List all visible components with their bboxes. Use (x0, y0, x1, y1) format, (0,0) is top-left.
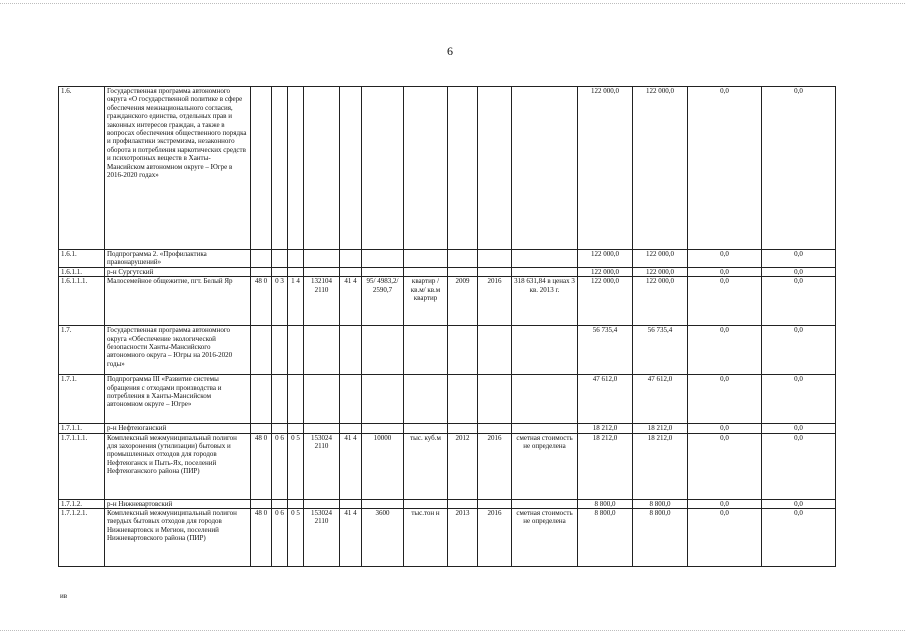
row-code: 1.7.1.1. (59, 424, 105, 433)
year-start: 2013 (448, 509, 478, 567)
capacity-value (362, 267, 404, 276)
total-amount: 47 612,0 (578, 375, 633, 424)
year-start (448, 267, 478, 276)
code-subsection-a: 0 6 (272, 433, 288, 499)
year-end (478, 267, 512, 276)
code-section (251, 499, 272, 508)
row-name: р-н Нижневартовский (105, 499, 251, 508)
code-expense-type: 41 4 (340, 509, 362, 567)
capacity-unit: квартир / кв.м/ кв.м квартир (404, 277, 448, 326)
total-amount: 122 000,0 (578, 277, 633, 326)
amount-year-2: 0,0 (688, 509, 762, 567)
total-amount: 56 735,4 (578, 326, 633, 375)
row-name: р-н Сургутский (105, 267, 251, 276)
code-section (251, 424, 272, 433)
total-amount: 122 000,0 (578, 267, 633, 276)
estimated-cost: сметная стоимость не определена (512, 509, 578, 567)
code-section (251, 375, 272, 424)
amount-year-2: 0,0 (688, 499, 762, 508)
table-row (59, 499, 836, 508)
table-row (59, 509, 836, 567)
scan-edge-bottom (0, 630, 905, 632)
row-name: Комплексный межмуниципальный полигон твердых бытовых отходов для городов Нижневартовск и Мегион, поселений Нижневартовского района (ПИР) (105, 509, 251, 567)
amount-year-1: 122 000,0 (633, 250, 688, 268)
capacity-unit (404, 267, 448, 276)
code-section: 48 0 (251, 509, 272, 567)
code-section: 48 0 (251, 433, 272, 499)
capacity-value: 3600 (362, 509, 404, 567)
year-start (448, 375, 478, 424)
amount-year-3: 0,0 (762, 424, 836, 433)
capacity-value (362, 375, 404, 424)
code-expense-type: 41 4 (340, 277, 362, 326)
code-target (304, 87, 340, 250)
row-code: 1.6.1.1. (59, 267, 105, 276)
capacity-unit (404, 250, 448, 268)
row-code: 1.7.1.2.1. (59, 509, 105, 567)
amount-year-3: 0,0 (762, 433, 836, 499)
capacity-value: 10000 (362, 433, 404, 499)
code-subsection-b (288, 375, 304, 424)
year-end: 2016 (478, 433, 512, 499)
capacity-value: 95/ 4983,2/ 2590,7 (362, 277, 404, 326)
total-amount: 8 800,0 (578, 499, 633, 508)
total-amount: 122 000,0 (578, 250, 633, 268)
code-subsection-b (288, 499, 304, 508)
code-expense-type: 41 4 (340, 433, 362, 499)
capacity-unit (404, 424, 448, 433)
code-section (251, 87, 272, 250)
total-amount: 18 212,0 (578, 424, 633, 433)
year-end (478, 87, 512, 250)
capacity-unit (404, 375, 448, 424)
year-end (478, 375, 512, 424)
amount-year-3: 0,0 (762, 267, 836, 276)
table-row (59, 87, 836, 250)
amount-year-2: 0,0 (688, 267, 762, 276)
capacity-unit: тыс. куб.м (404, 433, 448, 499)
total-amount: 18 212,0 (578, 433, 633, 499)
row-name: Подпрограмма III «Развитие системы обращения с отходами производства и потребления в Ханты-Мансийском автономном округе – Югре» (105, 375, 251, 424)
amount-year-1: 56 735,4 (633, 326, 688, 375)
year-start (448, 326, 478, 375)
amount-year-3: 0,0 (762, 277, 836, 326)
amount-year-2: 0,0 (688, 375, 762, 424)
year-start: 2009 (448, 277, 478, 326)
table-row (59, 250, 836, 268)
amount-year-2: 0,0 (688, 277, 762, 326)
code-subsection-a: 0 3 (272, 277, 288, 326)
estimated-cost (512, 326, 578, 375)
table-row (59, 326, 836, 375)
code-target: 153024 2110 (304, 433, 340, 499)
estimated-cost (512, 424, 578, 433)
estimated-cost (512, 499, 578, 508)
year-end: 2016 (478, 277, 512, 326)
table-row (59, 433, 836, 499)
code-section (251, 250, 272, 268)
estimated-cost (512, 375, 578, 424)
code-subsection-a (272, 326, 288, 375)
page-number: 6 (447, 44, 453, 58)
capacity-value (362, 250, 404, 268)
code-target: 132104 2110 (304, 277, 340, 326)
code-target (304, 267, 340, 276)
code-expense-type (340, 326, 362, 375)
year-end (478, 250, 512, 268)
amount-year-2: 0,0 (688, 87, 762, 250)
year-end (478, 424, 512, 433)
row-code: 1.6.1. (59, 250, 105, 268)
code-target (304, 250, 340, 268)
code-subsection-a (272, 424, 288, 433)
code-target (304, 326, 340, 375)
table-row (59, 375, 836, 424)
table-row (59, 267, 836, 276)
code-subsection-b: 1 4 (288, 277, 304, 326)
row-code: 1.6.1.1.1. (59, 277, 105, 326)
code-expense-type (340, 87, 362, 250)
estimated-cost (512, 267, 578, 276)
code-subsection-a (272, 87, 288, 250)
capacity-unit (404, 87, 448, 250)
code-section (251, 326, 272, 375)
capacity-unit: тыс.тон н (404, 509, 448, 567)
capacity-value (362, 424, 404, 433)
amount-year-2: 0,0 (688, 250, 762, 268)
capacity-value (362, 499, 404, 508)
estimated-cost: сметная стоимость не определена (512, 433, 578, 499)
code-section: 48 0 (251, 277, 272, 326)
footer-note: ив (60, 592, 68, 600)
capacity-value (362, 87, 404, 250)
code-subsection-b (288, 87, 304, 250)
row-code: 1.7.1.2. (59, 499, 105, 508)
amount-year-3: 0,0 (762, 509, 836, 567)
code-subsection-b (288, 267, 304, 276)
year-start (448, 250, 478, 268)
code-subsection-a (272, 267, 288, 276)
estimated-cost: 318 631,84 в ценах 3 кв. 2013 г. (512, 277, 578, 326)
code-subsection-b (288, 326, 304, 375)
row-name: Государственная программа автономного округа «Обеспечение экологической безопасности Ханты-Мансийского автономного округа – Югры на 2016-2020 годы» (105, 326, 251, 375)
row-code: 1.7.1.1.1. (59, 433, 105, 499)
code-subsection-b: 0 5 (288, 433, 304, 499)
amount-year-3: 0,0 (762, 375, 836, 424)
amount-year-2: 0,0 (688, 424, 762, 433)
row-name: Подпрограмма 2. «Профилактика правонарушений» (105, 250, 251, 268)
budget-table (58, 86, 836, 567)
code-target (304, 375, 340, 424)
amount-year-3: 0,0 (762, 499, 836, 508)
year-end: 2016 (478, 509, 512, 567)
amount-year-1: 18 212,0 (633, 424, 688, 433)
amount-year-1: 8 800,0 (633, 499, 688, 508)
capacity-unit (404, 326, 448, 375)
row-name: Государственная программа автономного округа «О государственной политике в сфере обеспечения межнационального согласия, гражданского единства, отдельных прав и законных интересов граждан, а также в вопросах обеспечения общественного порядка и профилактики экстремизма, незаконного оборота и потребления наркотических средств и психотропных веществ в Ханты-Мансийском автономном округе – Югре в 2016-2020 годах» (105, 87, 251, 250)
row-code: 1.7. (59, 326, 105, 375)
row-code: 1.7.1. (59, 375, 105, 424)
table-row (59, 424, 836, 433)
total-amount: 122 000,0 (578, 87, 633, 250)
code-target: 153024 2110 (304, 509, 340, 567)
estimated-cost (512, 87, 578, 250)
amount-year-1: 47 612,0 (633, 375, 688, 424)
code-expense-type (340, 375, 362, 424)
amount-year-1: 122 000,0 (633, 267, 688, 276)
code-expense-type (340, 250, 362, 268)
amount-year-3: 0,0 (762, 250, 836, 268)
row-name: р-н Нефтеюганский (105, 424, 251, 433)
row-name: Комплексный межмуниципальный полигон для захоронения (утилизации) бытовых и промышленных отходов для городов Нефтеюганск и Пыть-Ях, поселений Нефтеюганского района (ПИР) (105, 433, 251, 499)
amount-year-3: 0,0 (762, 87, 836, 250)
amount-year-2: 0,0 (688, 433, 762, 499)
year-start: 2012 (448, 433, 478, 499)
amount-year-3: 0,0 (762, 326, 836, 375)
code-subsection-a (272, 250, 288, 268)
code-subsection-a (272, 499, 288, 508)
capacity-unit (404, 499, 448, 508)
amount-year-1: 18 212,0 (633, 433, 688, 499)
amount-year-1: 122 000,0 (633, 87, 688, 250)
year-start (448, 499, 478, 508)
code-target (304, 499, 340, 508)
total-amount: 8 800,0 (578, 509, 633, 567)
row-code: 1.6. (59, 87, 105, 250)
estimated-cost (512, 250, 578, 268)
row-name: Малосемейное общежитие, пгт. Белый Яр (105, 277, 251, 326)
amount-year-1: 8 800,0 (633, 509, 688, 567)
code-subsection-b (288, 424, 304, 433)
code-expense-type (340, 267, 362, 276)
year-end (478, 326, 512, 375)
year-end (478, 499, 512, 508)
code-subsection-a: 0 6 (272, 509, 288, 567)
code-section (251, 267, 272, 276)
amount-year-2: 0,0 (688, 326, 762, 375)
code-subsection-b (288, 250, 304, 268)
code-target (304, 424, 340, 433)
code-subsection-a (272, 375, 288, 424)
code-expense-type (340, 499, 362, 508)
year-start (448, 424, 478, 433)
code-subsection-b: 0 5 (288, 509, 304, 567)
table-row (59, 277, 836, 326)
amount-year-1: 122 000,0 (633, 277, 688, 326)
capacity-value (362, 326, 404, 375)
year-start (448, 87, 478, 250)
code-expense-type (340, 424, 362, 433)
scan-edge-top (0, 3, 905, 5)
